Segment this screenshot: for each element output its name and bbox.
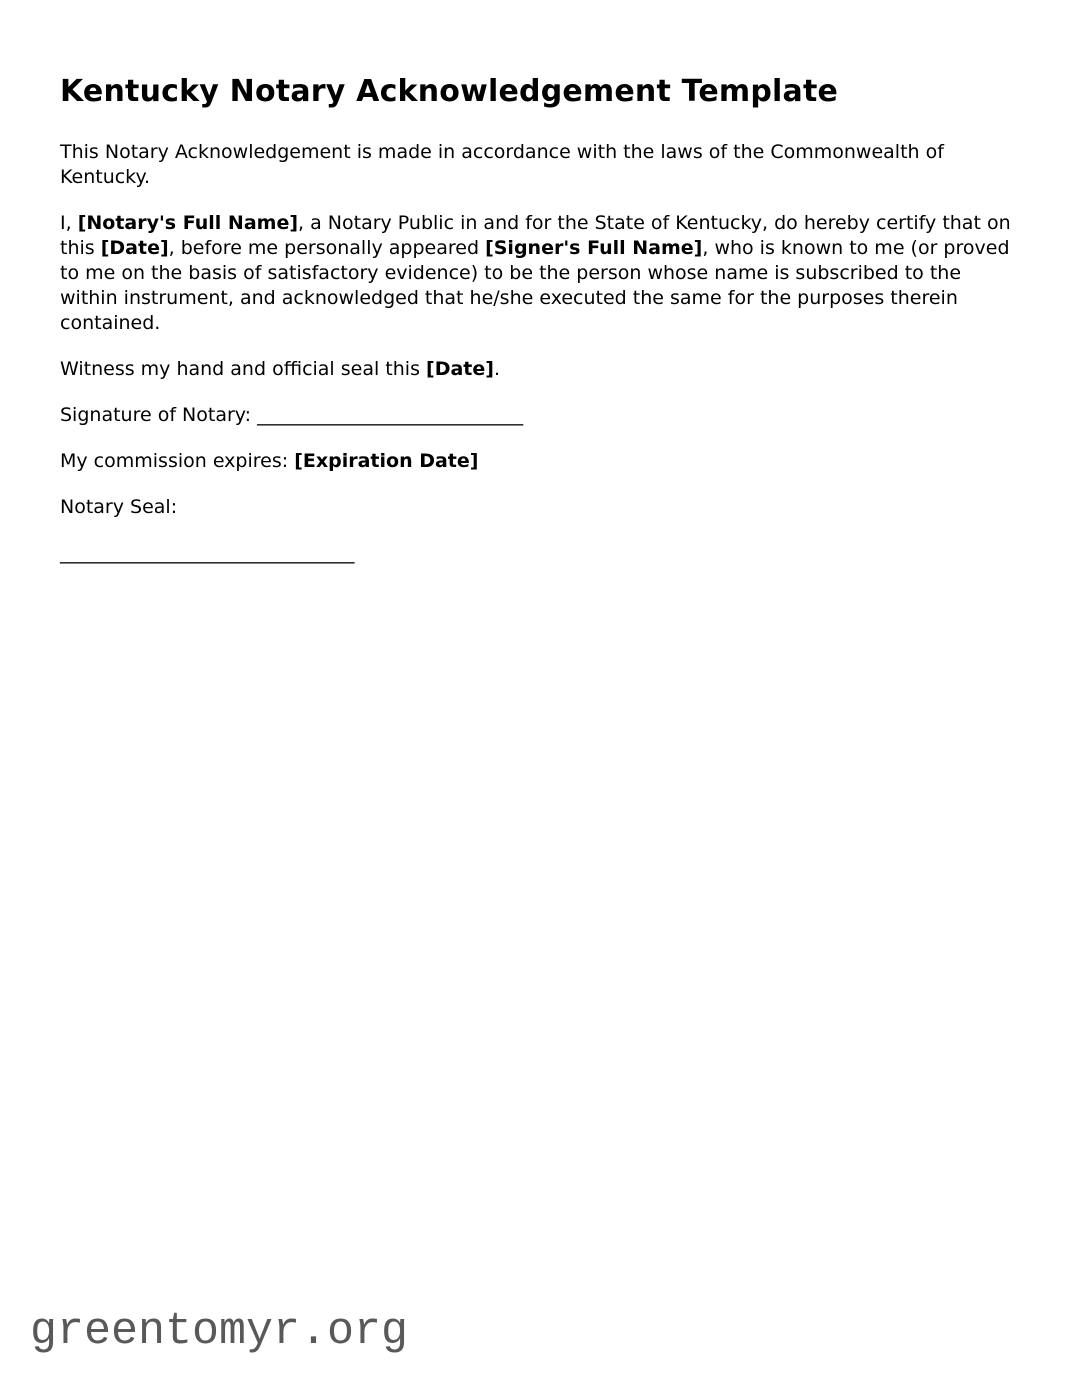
date-placeholder: [Date] bbox=[100, 237, 169, 259]
document-content bbox=[0, 0, 1073, 566]
signature-label: Signature of Notary: bbox=[60, 404, 258, 426]
notary-seal-label: Notary Seal: bbox=[60, 496, 178, 518]
intro-paragraph: This Notary Acknowledgement is made in accordance with the laws of the Commonwealth of Kentucky. bbox=[60, 141, 944, 188]
commission-line bbox=[60, 449, 1011, 474]
signer-full-name-placeholder: [Signer's Full Name] bbox=[485, 237, 703, 259]
acknowledgement-text-1: , a Notary Public in and for the State of Kentucky, do hereby certify that on this bbox=[60, 212, 1011, 259]
acknowledgement-text-3: , who is known to me (or proved to me on the basis of satisfactory evidence) to be the person whose name is subscribed to the within instrument, and acknowledged that he/she executed the same for the purposes therein contained. bbox=[60, 237, 1010, 334]
witness-line bbox=[60, 357, 1011, 382]
acknowledgement-text-2: , before me personally appeared bbox=[168, 237, 486, 259]
watermark: greentomyr.org bbox=[30, 1306, 409, 1357]
expiration-date-placeholder: [Expiration Date] bbox=[294, 450, 479, 472]
notary-full-name-placeholder: [Notary's Full Name] bbox=[77, 212, 299, 234]
signature-line bbox=[60, 403, 1011, 428]
witness-text-1: . bbox=[493, 358, 500, 380]
signature-blank-line: ____________________________ bbox=[257, 404, 524, 426]
witness-date-placeholder: [Date] bbox=[426, 358, 494, 380]
page-title: Kentucky Notary Acknowledgement Template bbox=[60, 74, 839, 109]
seal-blank-line: _______________________________ bbox=[60, 542, 355, 564]
commission-label: My commission expires: bbox=[60, 450, 295, 472]
witness-text-0: Witness my hand and official seal this bbox=[60, 358, 427, 380]
acknowledgement-paragraph bbox=[60, 211, 1011, 336]
acknowledgement-text-0: I, bbox=[60, 212, 78, 234]
